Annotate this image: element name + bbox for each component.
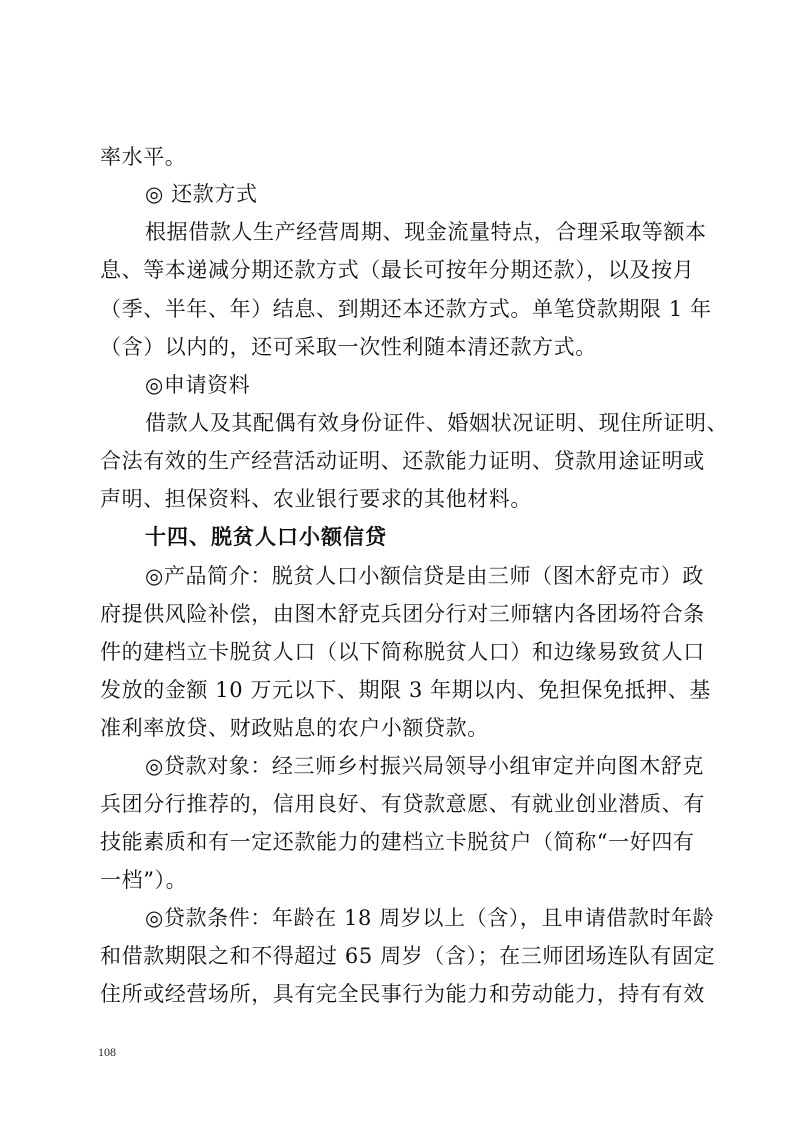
text-line: （季、半年、年）结息、到期还本还款方式。单笔贷款期限 1 年 [100, 297, 712, 321]
text-line: ◎贷款条件：年龄在 18 周岁以上（含），且申请借款时年龄 [145, 906, 715, 930]
section-heading: 十四、脱贫人口小额信贷 [145, 525, 387, 549]
text-line: 府提供风险补偿，由图木舒克兵团分行对三师辖内各团场符合条 [100, 602, 705, 626]
text-line: 发放的金额 10 万元以下、期限 3 年期以内、免担保免抵押、基 [100, 678, 711, 702]
text-line: 一档”）。 [100, 868, 188, 892]
text-line: 兵团分行推荐的，信用良好、有贷款意愿、有就业创业潜质、有 [100, 792, 705, 816]
text-line: ◎产品简介：脱贫人口小额信贷是由三师（图木舒克市）政 [145, 564, 704, 588]
text-line: （含）以内的，还可采取一次性利随本清还款方式。 [100, 335, 597, 359]
text-line: 准利率放贷、财政贴息的农户小额贷款。 [100, 716, 489, 740]
text-line: 率水平。 [100, 145, 187, 169]
section-marker-repayment: ◎ 还款方式 [145, 182, 258, 206]
text-line: 和借款期限之和不得超过 65 周岁（含）；在三师团场连队有固定 [100, 944, 716, 968]
page-number: 108 [98, 1045, 116, 1059]
text-line: 件的建档立卡脱贫人口（以下简称脱贫人口）和边缘易致贫人口 [100, 640, 705, 664]
text-line: 借款人及其配偶有效身份证件、婚姻状况证明、现住所证明、 [145, 411, 729, 435]
text-line: ◎贷款对象：经三师乡村振兴局领导小组审定并向图木舒克 [145, 754, 704, 778]
text-line: 住所或经营场所，具有完全民事行为能力和劳动能力，持有有效 [100, 982, 705, 1006]
text-line: 声明、担保资料、农业银行要求的其他材料。 [100, 487, 532, 511]
section-marker-application: ◎申请资料 [145, 373, 251, 397]
text-line: 合法有效的生产经营活动证明、还款能力证明、贷款用途证明或 [100, 449, 705, 473]
text-line: 技能素质和有一定还款能力的建档立卡脱贫户（简称“一好四有 [100, 830, 695, 854]
text-line: 息、等本递减分期还款方式（最长可按年分期还款），以及按月 [100, 258, 695, 282]
text-line: 根据借款人生产经营周期、现金流量特点，合理采取等额本 [145, 220, 707, 244]
